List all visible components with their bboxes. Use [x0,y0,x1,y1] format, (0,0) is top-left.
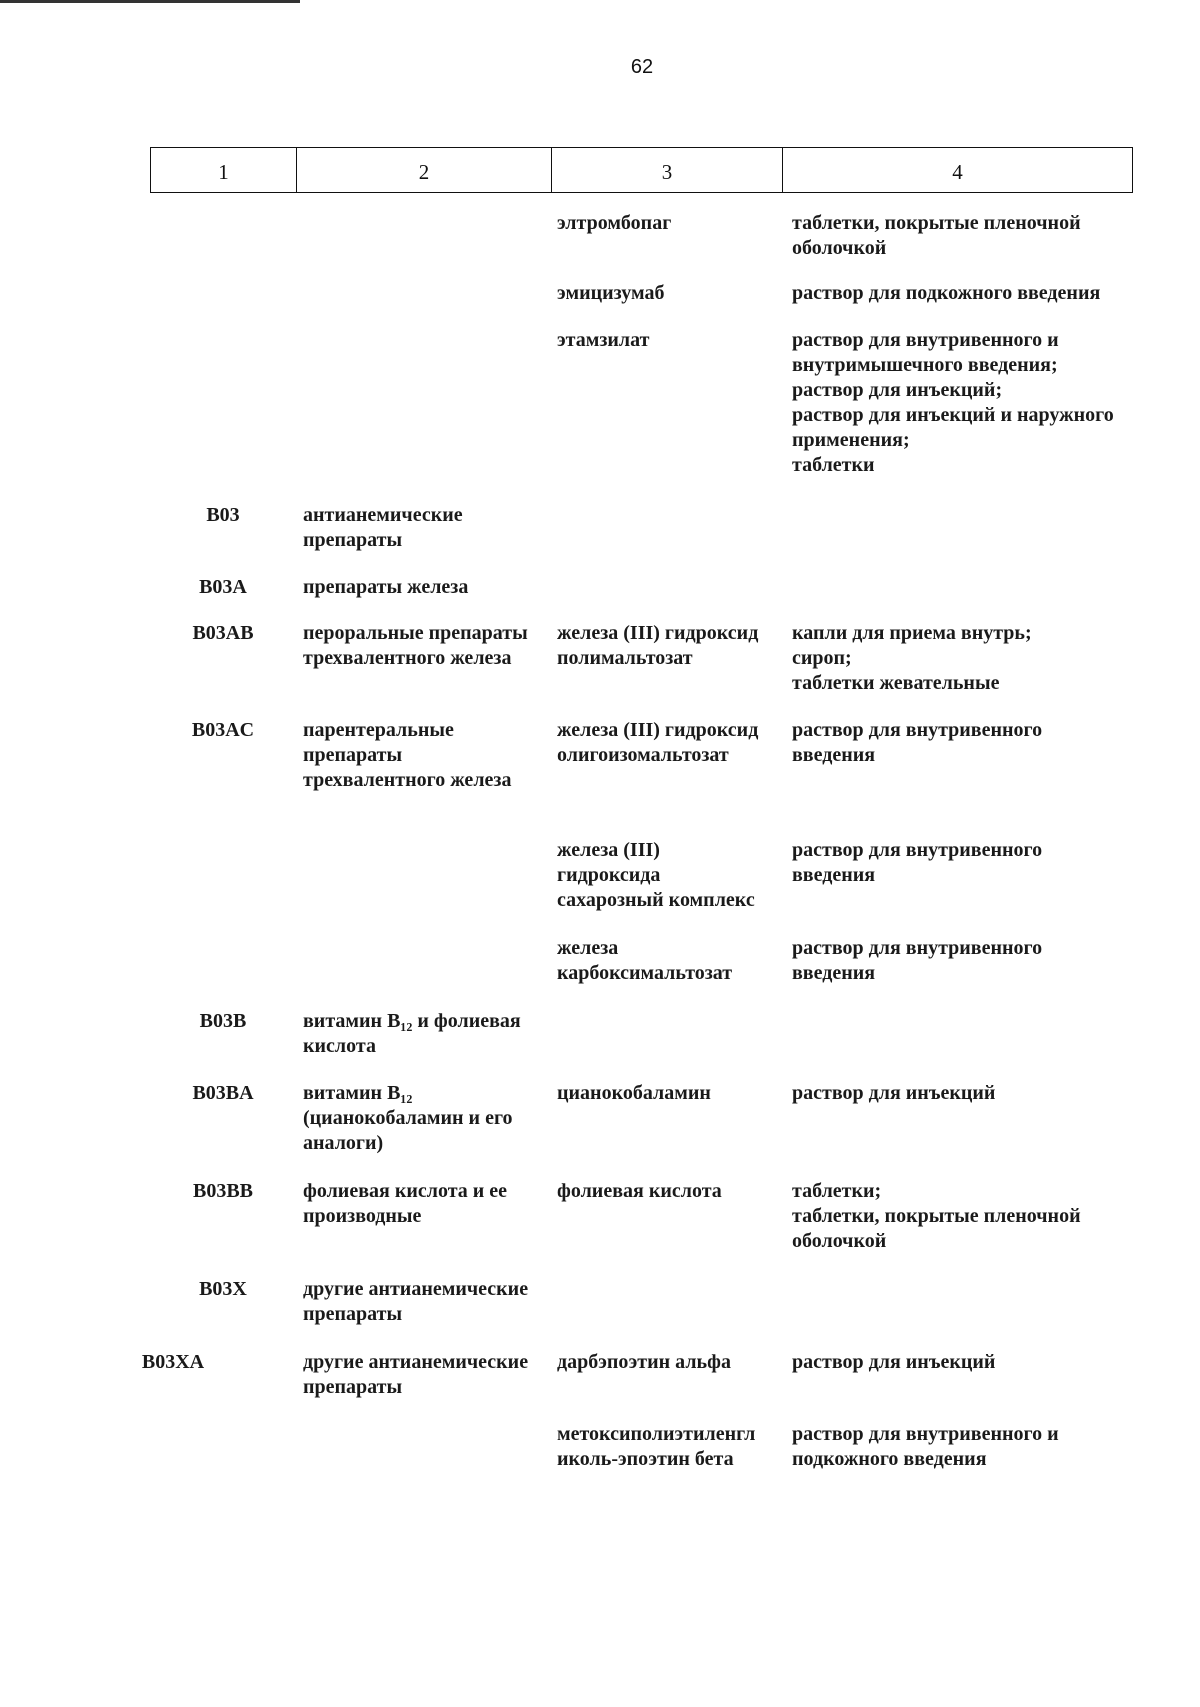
atc-group: другие антианемические препараты [303,1278,529,1325]
atc-code: B03BB [192,1180,254,1202]
drug-name: железа (III) гидроксид полимальтозат [557,622,759,669]
atc-group: фолиевая кислота и ее производные [303,1180,508,1227]
scan-edge-line [0,0,300,3]
dosage-form: раствор для внутривенного введения [792,719,1043,766]
atc-group: другие антианемические препараты [303,1351,529,1398]
drug-name: железа (III) гидроксид олигоизомальтозат [557,719,759,766]
drug-name: фолиевая кислота [557,1180,722,1202]
dosage-form: раствор для внутривенного и подкожного введения [792,1423,1059,1470]
atc-group: препараты железа [303,576,469,598]
atc-group: пероральные препараты трехвалентного железа [303,622,528,669]
dosage-form: таблетки, покрытые пленочной оболочкой [792,212,1081,259]
drug-name: железа карбоксимальтозат [557,937,733,984]
header-col-2: 2 [297,148,552,192]
dosage-form: раствор для инъекций [792,1082,996,1104]
drug-name: метоксиполиэтиленгл иколь-эпоэтин бета [557,1423,756,1470]
atc-code: B03 [206,504,240,526]
atc-group: витамин B₁₂ (цианокобаламин и его аналоги) [303,1082,513,1154]
dosage-form: раствор для инъекций [792,1351,996,1373]
header-col-1: 1 [151,148,297,192]
atc-code: B03XA [141,1351,205,1373]
drug-name: элтромбопаг [557,212,672,234]
atc-code: B03AC [191,719,255,741]
dosage-form: раствор для внутривенного и внутримышечного введения; раствор для инъекций; раствор для инъекций и наружного применения; таблетки [792,329,1114,476]
atc-code: B03A [199,576,247,598]
atc-group: антианемические препараты [303,504,463,551]
header-col-3: 3 [552,148,783,192]
atc-code: B03AB [192,622,254,644]
atc-code: B03BA [192,1082,254,1104]
dosage-form: раствор для подкожного введения [792,282,1101,304]
dosage-form: таблетки; таблетки, покрытые пленочной оболочкой [792,1180,1081,1252]
drug-name: эмицизумаб [557,282,665,304]
dosage-form: капли для приема внутрь; сироп; таблетки жевательные [792,622,1032,694]
drug-name: цианокобаламин [557,1082,711,1104]
dosage-form: раствор для внутривенного введения [792,839,1043,886]
atc-group: витамин B₁₂ и фолиевая кислота [303,1010,521,1057]
atc-code: B03X [199,1278,247,1300]
drug-name: дарбэпоэтин альфа [557,1351,731,1373]
drug-name: железа (III) гидроксида сахарозный комплекс [557,839,755,911]
atc-group: парентеральные препараты трехвалентного железа [303,719,512,791]
drug-name: этамзилат [557,329,650,351]
page-number: 62 [630,56,654,78]
atc-code: B03B [199,1010,247,1032]
dosage-form: раствор для внутривенного введения [792,937,1043,984]
header-col-4: 4 [952,159,963,184]
table-header [150,147,1133,193]
